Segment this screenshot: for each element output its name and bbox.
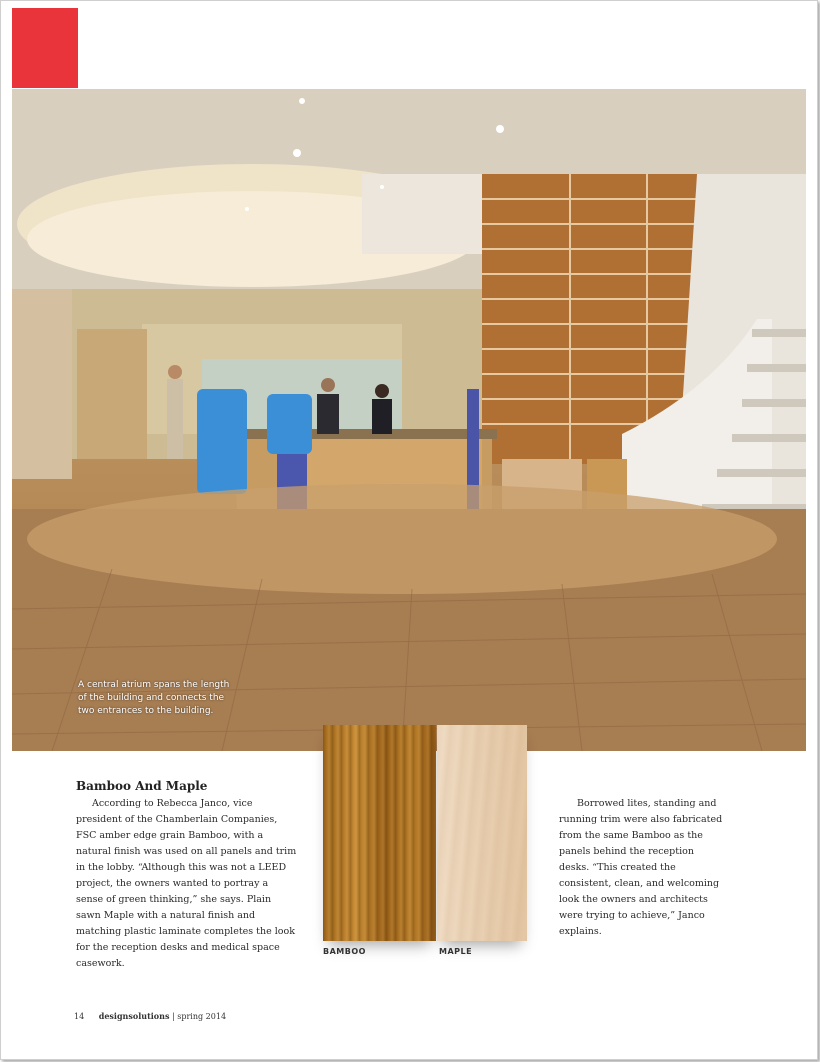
- maple-label: MAPLE: [439, 947, 473, 956]
- article-right-paragraph: Borrowed lites, standing and running trim were also fabricated from the same Bamboo as the panels behind the reception desks. “This created the consistent, clean, and welcoming look the owners and architects were trying to achieve,” Janco explains.: [559, 798, 723, 937]
- maple-sample: [437, 725, 527, 941]
- atrium-photo: [12, 89, 806, 751]
- page-footer: [74, 1011, 226, 1021]
- bamboo-label: BAMBOO: [323, 947, 366, 956]
- accent-red-block: [12, 8, 78, 88]
- article-left-paragraph: According to Rebecca Janco, vice president of the Chamberlain Companies, FSC amber edge grain Bamboo, with a natural finish was used on all panels and trim in the lobby. “Although this was not a LEED project, the owners wanted to portray a sense of green thinking,” she says. Plain sawn Maple with a natural finish and matching plastic laminate completes the look for the reception desks and medical space casework.: [76, 798, 297, 969]
- issue-date: | spring 2014: [172, 1012, 227, 1021]
- atrium-illustration: [12, 89, 806, 751]
- bamboo-sample: [323, 725, 436, 941]
- page-number: 14: [74, 1012, 85, 1021]
- article-heading: Bamboo And Maple: [76, 779, 208, 793]
- publication-name: designsolutions: [98, 1011, 170, 1021]
- photo-caption: A central atrium spans the length of the building and connects the two entrances to the building.: [78, 680, 230, 716]
